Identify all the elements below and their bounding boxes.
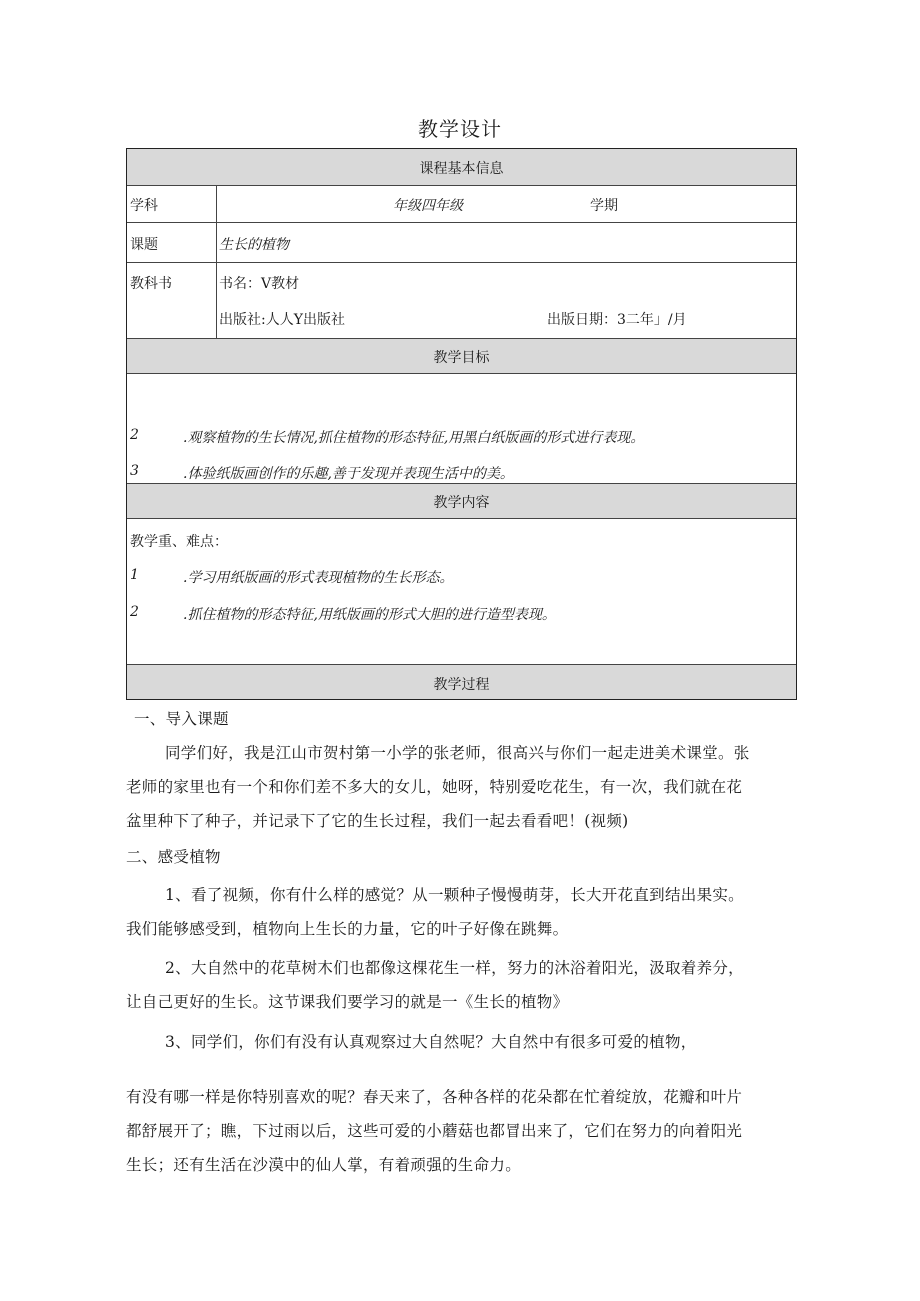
content-text-2: .抓住植物的形态特征,用纸版画的形式大胆的进行造型表现。 [183,607,556,623]
subject-label: 学科 [130,198,158,214]
paragraph1-line2: 老师的家里也有一个和你们差不多大的女儿，她呀，特别爱吃花生，有一次，我们就在花 [126,778,743,796]
content-body-row [127,519,796,665]
basic-info-header: 课程基本信息 [419,161,504,177]
grade-text: 年级四年级 [393,198,463,214]
content-header-row [127,484,796,519]
paragraph5-line2: 都舒展开了；瞧，下过雨以后，这些可爱的小蘑菇也都冒出来了，它们在努力的向着阳光 [126,1122,743,1140]
paragraph5-line3: 生长；还有生活在沙漠中的仙人掌，有着顽强的生命力。 [126,1156,522,1174]
paragraph5-line1: 有没有哪一样是你特别喜欢的呢？春天来了，各种各样的花朵都在忙着绽放，花瓣和叶片 [126,1088,743,1106]
goal-num-3: 3 [130,463,139,479]
paragraph4-line1: 3、同学们，你们有没有认真观察过大自然呢？大自然中有很多可爱的植物， [165,1033,697,1051]
goals-header: 教学目标 [433,350,490,366]
topic-label: 课题 [130,237,158,253]
column-divider [216,186,217,339]
process-header-row [127,665,796,699]
paragraph2-line2: 我们能够感受到，植物向上生长的力量，它的叶子好像在跳舞。 [126,920,569,938]
goal-text-3: .体验纸版画创作的乐趣,善于发现并表现生活中的美。 [183,466,514,482]
topic-row [127,223,796,263]
textbook-label: 教科书 [130,276,172,292]
publish-date: 出版日期：3二年」/月 [547,312,687,328]
paragraph1-line1: 同学们好，我是江山市贺村第一小学的张老师，很高兴与你们一起走进美术课堂。张 [165,744,750,762]
book-name: 书名：V教材 [219,276,300,292]
section1-title: 一、导入课题 [134,710,229,728]
section2-title: 二、感受植物 [126,848,221,866]
publisher: 出版社:人人Y出版社 [219,312,345,328]
content-num-2: 2 [130,604,139,620]
content-text-1: .学习用纸版画的形式表现植物的生长形态。 [183,570,454,586]
paragraph3-line1: 2、大自然中的花草树木们也都像这棵花生一样，努力的沐浴着阳光，汲取着养分， [165,959,744,977]
paragraph2-line1: 1、看了视频，你有什么样的感觉？从一颗种子慢慢萌芽，长大开花直到结出果实。 [165,886,744,904]
goals-header-row [127,339,796,374]
content-num-1: 1 [130,567,139,583]
content-header: 教学内容 [433,495,490,511]
process-header: 教学过程 [433,677,490,693]
key-points-label: 教学重、难点： [130,534,228,550]
page-title: 教学设计 [418,117,502,141]
term-label: 学期 [590,198,618,214]
paragraph3-line2: 让自己更好的生长。这节课我们要学习的就是一《生长的植物》 [126,993,569,1011]
textbook-row [127,263,796,339]
goal-num-2: 2 [130,427,139,443]
topic-value: 生长的植物 [219,237,289,253]
paragraph1-line3: 盆里种下了种子，并记录下了它的生长过程，我们一起去看看吧！(视频) [126,812,629,830]
goal-text-2: .观察植物的生长情况,抓住植物的形态特征,用黑白纸版画的形式进行表现。 [183,430,645,446]
lesson-info-table [126,148,797,700]
basic-info-header-row [127,149,796,186]
subject-row [127,186,796,223]
goals-content-row [127,374,796,484]
